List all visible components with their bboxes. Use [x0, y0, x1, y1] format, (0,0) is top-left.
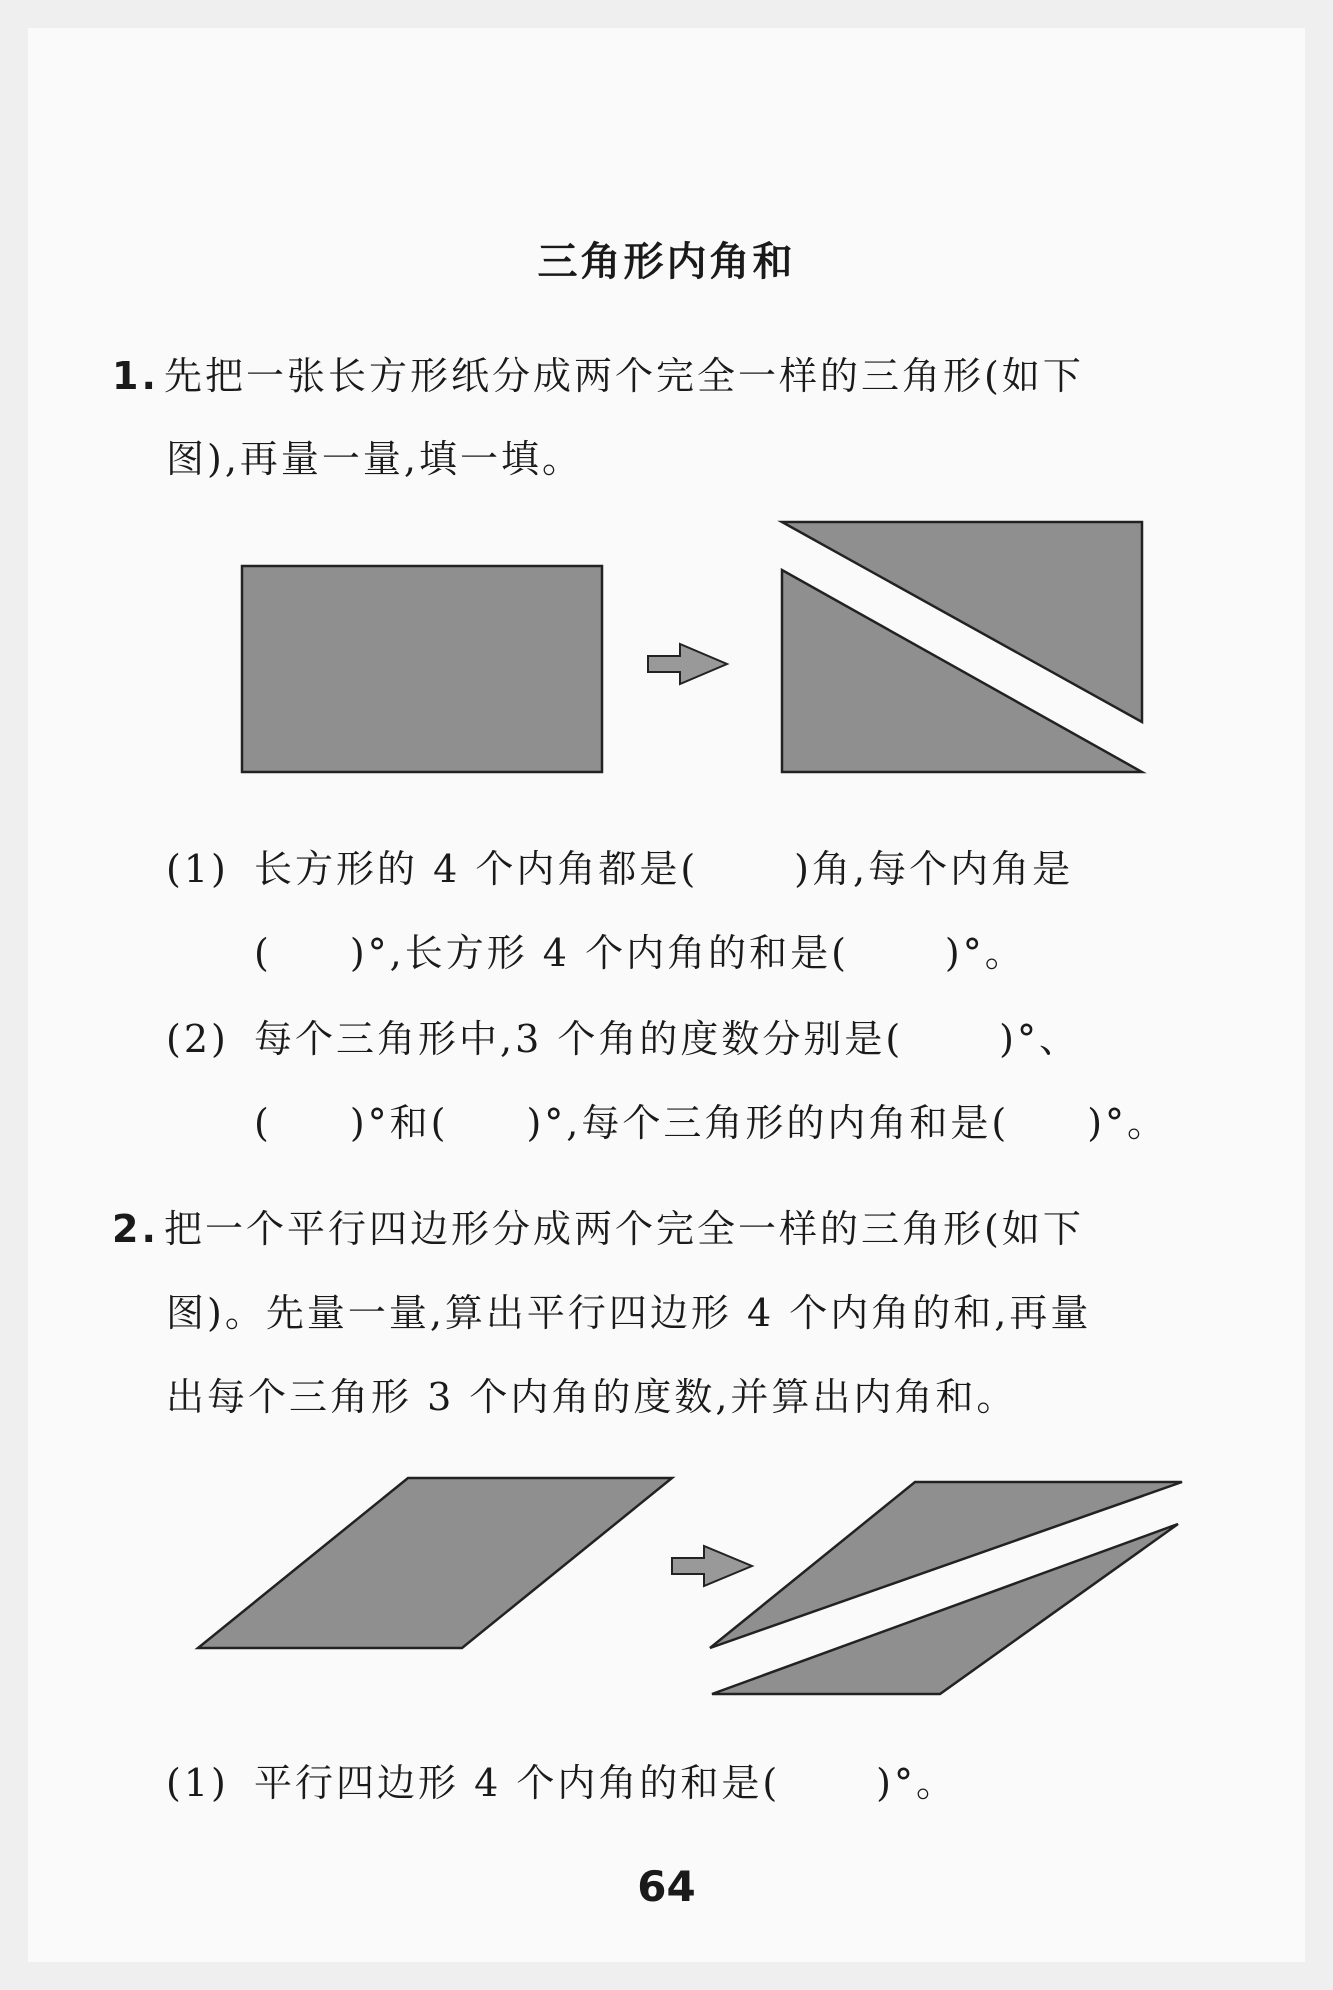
q1-part2-line-1 — [166, 1008, 1080, 1063]
rectangle-shape — [242, 566, 602, 772]
q1-part1-text-e: )°。 — [944, 931, 1026, 975]
q1-text-1: 先把一张长方形纸分成两个完全一样的三角形(如下 — [164, 354, 1084, 398]
q1-text-2: 图),再量一量,填一填。 — [166, 437, 583, 481]
q2-part1-line — [166, 1752, 957, 1807]
q1-line-2 — [166, 428, 583, 483]
q2-text-3: 出每个三角形 3 个内角的度数,并算出内角和。 — [166, 1375, 1018, 1419]
arrow-icon — [672, 1546, 752, 1586]
q2-line-1 — [112, 1198, 1084, 1253]
q1-part1-text-b: )角,每个内角是 — [794, 847, 1074, 891]
q1-part2-text-d: )°和( — [349, 1101, 449, 1145]
q1-part2-line-2 — [254, 1092, 1168, 1147]
parallelogram-shape — [198, 1478, 672, 1648]
q1-part1-text-a: 长方形的 4 个内角都是( — [254, 847, 699, 891]
section-title: 三角形内角和 — [537, 239, 796, 285]
q1-line-1 — [112, 345, 1084, 400]
q2-part1-text-a: 平行四边形 4 个内角的和是( — [254, 1761, 781, 1805]
q1-part2-label: (2) — [166, 1017, 229, 1061]
q1-part2-text-a: 每个三角形中,3 个角的度数分别是( — [254, 1017, 904, 1061]
q1-number: 1. — [112, 354, 159, 398]
arrow-icon — [648, 644, 727, 684]
q2-figure — [0, 1460, 1333, 1710]
q1-part1-label: (1) — [166, 847, 229, 891]
q1-part1-line-2 — [254, 922, 1026, 977]
q1-figure — [0, 500, 1333, 790]
q1-part2-text-e: )°,每个三角形的内角和是( — [526, 1101, 1010, 1145]
q2-line-2 — [166, 1282, 1091, 1337]
q2-part1-text-b: )°。 — [876, 1761, 957, 1805]
q2-line-3 — [166, 1366, 1017, 1421]
q2-text-2: 图)。先量一量,算出平行四边形 4 个内角的和,再量 — [166, 1291, 1092, 1335]
q1-part1-text-c: ( — [254, 931, 272, 975]
q1-part1-text-d: )°,长方形 4 个内角的和是( — [349, 931, 849, 975]
q2-number: 2. — [112, 1207, 159, 1251]
q1-part1-line-1 — [166, 838, 1073, 893]
q2-text-1: 把一个平行四边形分成两个完全一样的三角形(如下 — [164, 1207, 1084, 1251]
q1-part2-text-c: ( — [254, 1101, 272, 1145]
page-number: 64 — [637, 1862, 696, 1911]
q1-part2-text-f: )°。 — [1087, 1101, 1169, 1145]
q1-part2-text-b: )°、 — [999, 1017, 1080, 1061]
q2-part1-label: (1) — [166, 1761, 229, 1805]
